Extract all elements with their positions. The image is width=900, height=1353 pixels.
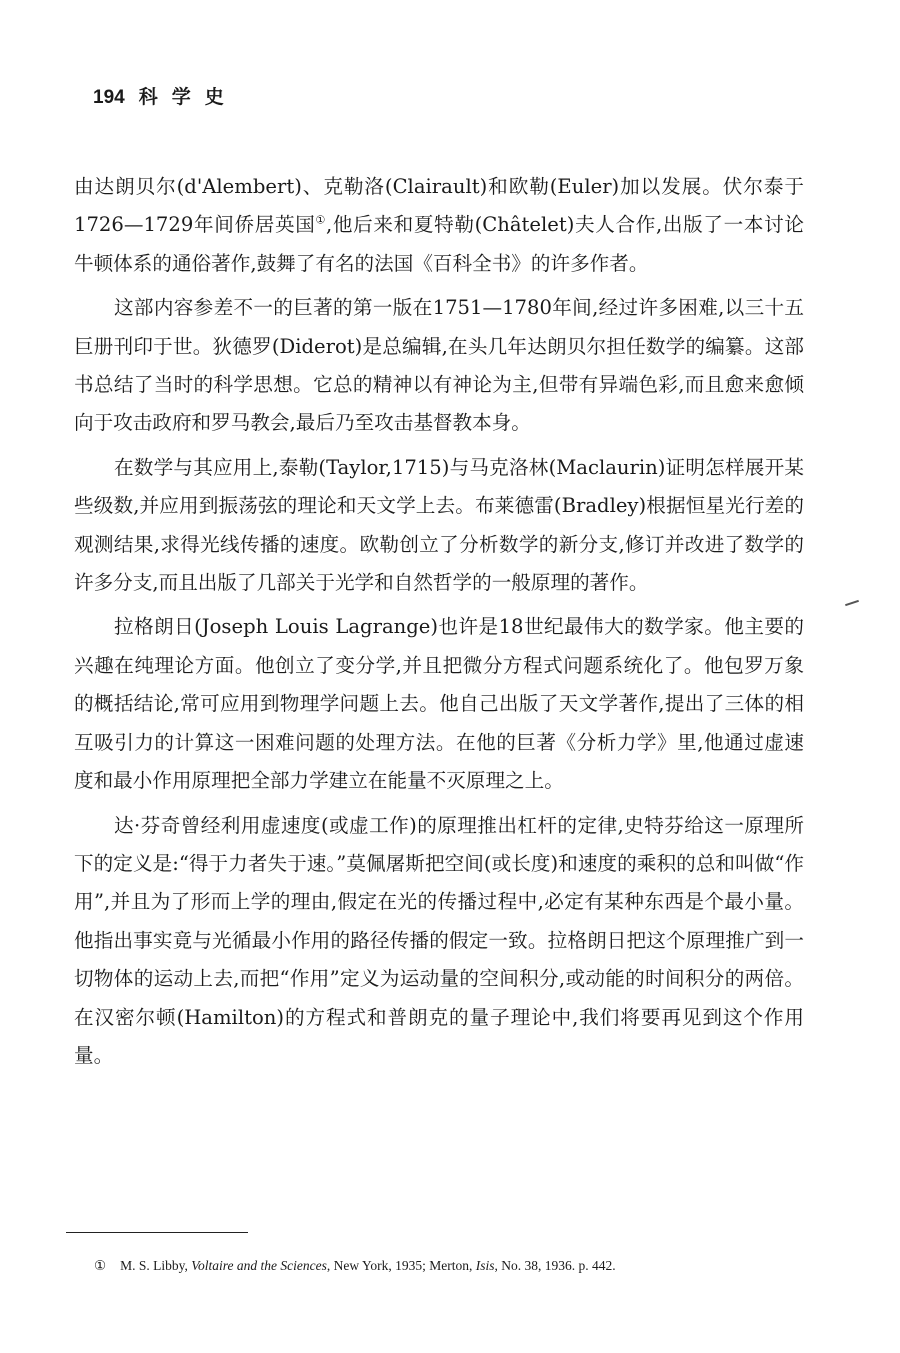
paragraph-3: 在数学与其应用上,泰勒(Taylor,1715)与马克洛林(Maclaurin)证明怎样展开某些级数,并应用到振荡弦的理论和天文学上去。布莱德雷(Bradley)根据恒星光行差的观测结果,求得光线传播的速度。欧勒创立了分析数学的新分支,修订并改进了数学的许多分支,而且出版了几部关于光学和自然哲学的一般原理的著作。 (74, 455, 804, 595)
footnote-divider (66, 1232, 248, 1233)
paragraph-1-text-a: 由达朗贝尔(d'Alembert)、克勒洛(Clairault)和欧勒(Euler)加以发展。伏尔泰于1726—1729年间侨居英国 (74, 175, 804, 237)
page-number: 194 (93, 87, 125, 108)
footnote-publication: , New York, 1935; Merton, (326, 1258, 473, 1273)
footnote (94, 1256, 834, 1276)
paragraph-4: 拉格朗日(Joseph Louis Lagrange)也许是18世纪最伟大的数学家。他主要的兴趣在纯理论方面。他创立了变分学,并且把微分方程式问题系统化了。他包罗万象的概括结论,常可应用到物理学问题上去。他自己出版了天文学著作,提出了三体的相互吸引力的计算这一困难问题的处理方法。在他的巨著《分析力学》里,他通过虚速度和最小作用原理把全部力学建立在能量不灭原理之上。 (74, 615, 804, 793)
footnote-work-title: Voltaire and the Sciences (191, 1258, 327, 1273)
footnote-journal: Isis (475, 1258, 495, 1273)
book-title: 科学史 (138, 86, 238, 108)
paragraph-1-text-b: ,他后来和夏特勒(Châtelet)夫人合作,出版了一本讨论牛顿体系的通俗著作,鼓舞了有名的法国《百科全书》的许多作者。 (74, 213, 804, 275)
footnote-issue: , No. 38, 1936. p. 442. (494, 1258, 616, 1273)
main-text (74, 168, 804, 1081)
paragraph-5: 达·芬奇曾经利用虚速度(或虚工作)的原理推出杠杆的定律,史特芬给这一原理所下的定义是:“得于力者失于速。”莫佩屠斯把空间(或长度)和速度的乘积的总和叫做“作用”,并且为了形而上学的理由,假定在光的传播过程中,必定有某种东西是个最小量。他指出事实竟与光循最小作用的路径传播的假定一致。拉格朗日把这个原理推广到一切物体的运动上去,而把“作用”定义为运动量的空间积分,或动能的时间积分的两倍。在汉密尔顿(Hamilton)的方程式和普朗克的量子理论中,我们将要再见到这个作用量。 (74, 813, 804, 1067)
stray-pen-mark (845, 600, 859, 606)
running-header (93, 82, 238, 109)
paragraph-2: 这部内容参差不一的巨著的第一版在1751—1780年间,经过许多困难,以三十五巨册刊印于世。狄德罗(Diderot)是总编辑,在头几年达朗贝尔担任数学的编纂。这部书总结了当时的科学思想。它总的精神以有神论为主,但带有异端色彩,而且愈来愈倾向于攻击政府和罗马教会,最后乃至攻击基督教本身。 (74, 296, 804, 435)
footnote-reference[interactable]: ① (315, 213, 326, 227)
footnote-author: M. S. Libby, (120, 1258, 188, 1273)
paragraph-1 (74, 168, 804, 283)
footnote-mark: ① (94, 1258, 107, 1273)
